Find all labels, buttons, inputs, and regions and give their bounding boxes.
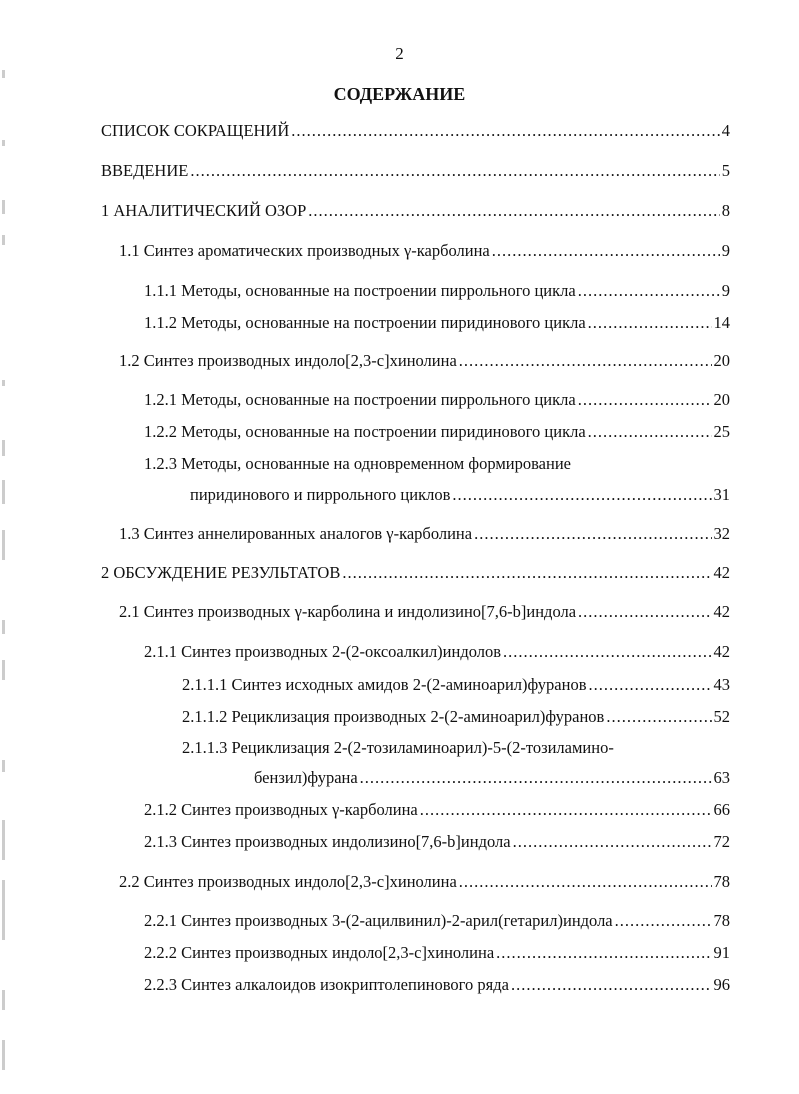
page-title: СОДЕРЖАНИЕ [333, 84, 466, 104]
toc-entry-section-1-2-1[interactable]: 1.2.1 Методы, основанные на построении пиррольного цикла ..... 20 [144, 389, 730, 411]
toc-entry-section-1-2-3[interactable]: пиридинового и пиррольного циклов ..... 31 [190, 484, 730, 506]
toc-entry-section-2-2-1[interactable]: 2.2.1 Синтез производных 3-(2-ацилвинил)-2-арил(гетарил)индола ..... 78 [144, 910, 730, 932]
toc-entry-section-2-1-1-3[interactable]: бензил)фурана ..... 63 [254, 767, 730, 789]
toc-entry-section-2-2-2[interactable]: 2.2.2 Синтез производных индоло[2,3-c]хинолина ..... 91 [144, 942, 730, 964]
toc-entry-section-2-1-1[interactable]: 2.1.1 Синтез производных 2-(2-оксоалкил)индолов ..... 42 [144, 641, 730, 663]
toc-entry-section-1[interactable]: 1 АНАЛИТИЧЕСКИЙ ОЗОР ..... 8 [101, 200, 730, 222]
toc-entry-introduction[interactable]: ВВЕДЕНИЕ ..... 5 [101, 160, 730, 182]
toc-entry-section-1-1-1[interactable]: 1.1.1 Методы, основанные на построении пиррольного цикла ..... 9 [144, 280, 730, 302]
toc-entry-section-1-1-2[interactable]: 1.1.2 Методы, основанные на построении пиридинового цикла ..... 14 [144, 312, 730, 334]
toc-entry-section-1-2-2[interactable]: 1.2.2 Методы, основанные на построении пиридинового цикла ..... 25 [144, 421, 730, 443]
toc-entry-section-2-2[interactable]: 2.2 Синтез производных индоло[2,3-c]хинолина ..... 78 [119, 871, 730, 893]
toc-entry-section-1-3[interactable]: 1.3 Синтез аннелированных аналогов γ-карболина ..... 32 [119, 523, 730, 545]
toc-entry-section-1-2[interactable]: 1.2 Синтез производных индоло[2,3-c]хинолина ..... 20 [119, 350, 730, 372]
toc-entry-section-1-2-3-line1: 1.2.3 Методы, основанные на одновременном формирование [144, 454, 571, 473]
toc-entry-section-2-1-3[interactable]: 2.1.3 Синтез производных индолизино[7,6-b]индола ..... 72 [144, 831, 730, 853]
page-number: 2 [395, 44, 404, 63]
toc-entry-section-2[interactable]: 2 ОБСУЖДЕНИЕ РЕЗУЛЬТАТОВ ..... 42 [101, 562, 730, 584]
toc-entry-abbreviations[interactable]: СПИСОК СОКРАЩЕНИЙ ..... 4 [101, 120, 730, 142]
toc-entry-section-2-1-1-3-line1: 2.1.1.3 Рециклизация 2-(2-тозиламиноарил)-5-(2-тозиламино- [182, 738, 614, 757]
toc-entry-section-2-1[interactable]: 2.1 Синтез производных γ-карболина и индолизино[7,6-b]индола ..... 42 [119, 601, 730, 623]
toc-entry-section-1-1[interactable]: 1.1 Синтез ароматических производных γ-карболина ..... 9 [119, 240, 730, 262]
toc-entry-section-2-1-1-1[interactable]: 2.1.1.1 Синтез исходных амидов 2-(2-аминоарил)фуранов ..... 43 [182, 674, 730, 696]
toc-entry-section-2-1-2[interactable]: 2.1.2 Синтез производных γ-карболина ..... 66 [144, 799, 730, 821]
toc-entry-section-2-1-1-2[interactable]: 2.1.1.2 Рециклизация производных 2-(2-аминоарил)фуранов ..... 52 [182, 706, 730, 728]
toc-entry-section-2-2-3[interactable]: 2.2.3 Синтез алкалоидов изокриптолепинового ряда ..... 96 [144, 974, 730, 996]
